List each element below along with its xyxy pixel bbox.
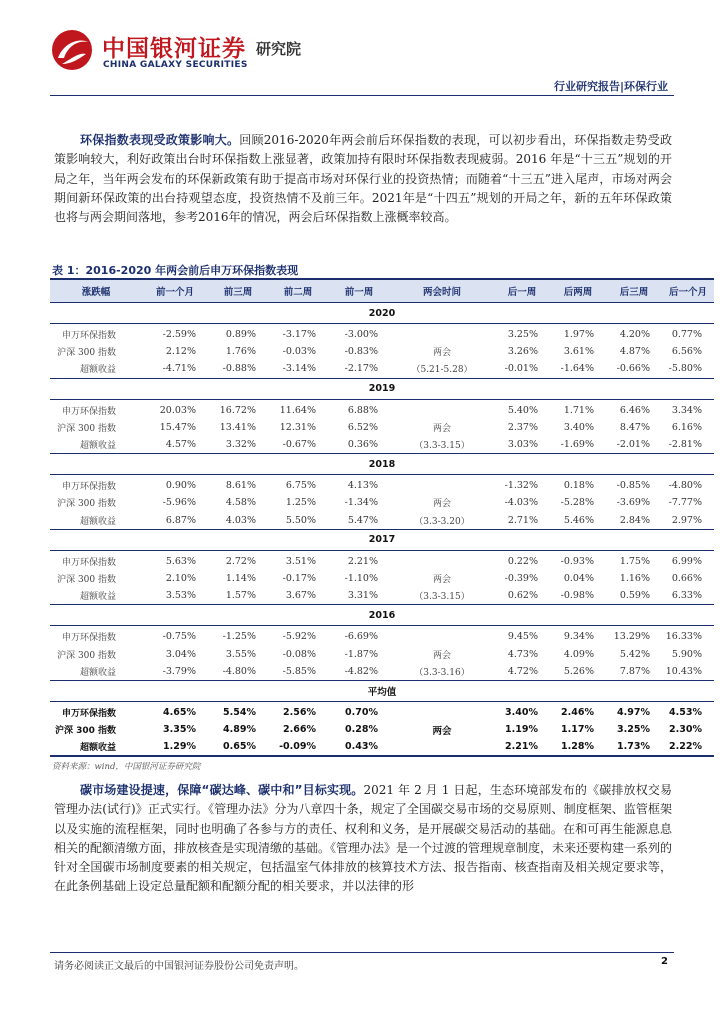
meeting-cell	[390, 626, 494, 646]
value-cell: 0.90%	[165, 480, 196, 492]
table-row	[50, 512, 714, 530]
value-cell: 3.04%	[165, 648, 196, 660]
value-cell: 0.28%	[345, 724, 378, 736]
value-cell: 2.22%	[662, 738, 714, 756]
value-cell: 6.33%	[671, 590, 702, 602]
value-cell: -5.96%	[162, 497, 196, 509]
value-cell: -4.80%	[668, 480, 702, 492]
row-label: 超额收益	[50, 738, 142, 756]
value-cell: 5.42%	[619, 648, 650, 660]
value-cell: 3.51%	[285, 555, 316, 567]
meeting-cell: 两会	[432, 423, 451, 434]
value-cell: 2.12%	[165, 346, 196, 358]
value-cell: -0.85%	[616, 480, 650, 492]
value-cell: 1.75%	[619, 555, 650, 567]
row-label: 申万环保指数	[61, 557, 116, 568]
value-cell: -2.01%	[616, 439, 650, 451]
value-cell: 3.40%	[563, 421, 594, 433]
value-cell: 2.46%	[561, 706, 594, 718]
meeting-cell: （3.3-3.20）	[414, 516, 470, 527]
value-cell: -4.71%	[162, 363, 196, 375]
value-cell: 15.47%	[159, 421, 196, 433]
table-row	[50, 419, 714, 436]
value-cell: -4.03%	[504, 497, 538, 509]
value-cell: 13.29%	[613, 631, 650, 643]
value-cell: 5.54%	[223, 706, 256, 718]
value-cell: 1.17%	[561, 724, 594, 736]
value-cell: 7.87%	[619, 665, 650, 677]
value-cell: -3.14%	[282, 363, 316, 375]
meeting-cell	[390, 701, 494, 721]
table-row	[50, 494, 714, 511]
value-cell: 0.70%	[345, 706, 378, 718]
galaxy-logo-icon	[50, 28, 94, 72]
year-row	[50, 454, 714, 475]
value-cell: 1.71%	[563, 404, 594, 416]
value-cell: -5.80%	[668, 363, 702, 375]
value-cell: 0.77%	[671, 329, 702, 341]
value-cell: 2.66%	[283, 724, 316, 736]
value-cell: 1.28%	[550, 738, 606, 756]
value-cell: 2.37%	[507, 421, 538, 433]
value-cell: 5.50%	[285, 514, 316, 526]
column-header: 前一个月	[142, 279, 208, 303]
page-header	[0, 0, 724, 100]
value-cell: 2.97%	[671, 514, 702, 526]
year-row	[50, 605, 714, 626]
value-cell: 16.72%	[219, 404, 256, 416]
value-cell: 3.35%	[163, 724, 196, 736]
value-cell: -0.83%	[344, 346, 378, 358]
value-cell: -3.17%	[282, 329, 316, 341]
meeting-cell: 两会	[432, 650, 451, 661]
value-cell: 0.43%	[328, 738, 390, 756]
column-header: 前三周	[208, 279, 268, 303]
value-cell: 8.61%	[225, 480, 256, 492]
value-cell: 13.41%	[219, 421, 256, 433]
value-cell: 0.66%	[671, 572, 702, 584]
value-cell: 5.90%	[671, 648, 702, 660]
value-cell: 0.89%	[225, 329, 256, 341]
column-header: 后一个月	[662, 279, 714, 303]
value-cell: 0.22%	[507, 555, 538, 567]
meeting-cell: 两会	[432, 725, 452, 737]
row-label: 沪深 300 指数	[57, 574, 116, 585]
value-cell: 3.25%	[507, 329, 538, 341]
table-row	[50, 721, 714, 738]
value-cell: 9.34%	[563, 631, 594, 643]
value-cell: -0.66%	[616, 363, 650, 375]
table-row	[50, 399, 714, 419]
value-cell: 4.53%	[669, 706, 702, 718]
value-cell: 3.31%	[347, 590, 378, 602]
column-header: 两会时间	[390, 279, 494, 303]
value-cell: 3.03%	[507, 439, 538, 451]
value-cell: 1.16%	[619, 572, 650, 584]
value-cell: -3.69%	[616, 497, 650, 509]
value-cell: 3.25%	[617, 724, 650, 736]
paragraph-body: 2021 年 2 月 1 日起，生态环境部发布的《碳排放权交易管理办法(试行)》正式实行。《管理办法》分为八章四十条，规定了全国碳交易市场的交易原则、制度框架、监管框架以及实施的流程框架，同时也明确了各参与方的责任、权利和义务，是开展碳交易活动的基础。在和可再生能源息息相关的配额清缴方面，排放核查是实现清缴的基础。《管理办法》是一个过渡的管理规章制度，未来还要构建一系列的针对全国碳市场制度要素的相关规定，包括温室气体排放的核算技术方法、报告指南、核查指南及相关规定要求等，在此条例基础上设定总量配额和配额分配的相关要求，并以法律的形	[54, 783, 673, 894]
table-row	[50, 663, 714, 681]
value-cell: 5.47%	[347, 514, 378, 526]
meeting-cell: 两会	[432, 499, 451, 510]
value-cell: 0.36%	[347, 439, 378, 451]
value-cell: 3.26%	[507, 346, 538, 358]
value-cell: 2.21%	[347, 555, 378, 567]
value-cell: 3.32%	[225, 439, 256, 451]
value-cell: -1.32%	[504, 480, 538, 492]
footer-disclaimer: 请务必阅读正文最后的中国银河证券股份公司免责声明。	[54, 961, 304, 972]
value-cell: 6.88%	[347, 404, 378, 416]
row-label: 申万环保指数	[61, 406, 116, 417]
row-label: 超额收益	[79, 516, 116, 527]
value-cell: 8.47%	[619, 421, 650, 433]
value-cell: 16.33%	[665, 631, 702, 643]
value-cell: -3.00%	[344, 329, 378, 341]
year-label: 2019	[50, 378, 714, 399]
value-cell: 1.14%	[225, 572, 256, 584]
column-header: 涨跌幅	[50, 279, 142, 303]
average-label: 平均值	[50, 680, 714, 701]
value-cell: 4.03%	[225, 514, 256, 526]
report-type: 行业研究报告|环保行业	[553, 80, 668, 93]
paragraph-body: 回顾2016-2020年两会前后环保指数的表现，可以初步看出，环保指数走势受政策影响较大，利好政策出台时环保指数上涨显著，政策加持有限时环保指数表现疲弱。2016 年是“十三五”规划的开局之年，当年两会发布的环保新政策有助于提高市场对环保行业的投资热情；而随着“十三五”进入尾声，市场对两会期间新环保政策的出台持观望态度，投资热情不及前三年。2021年是“十四五”规划的开局之年，新的五年环保政策也将与两会期间落地，参考2016年的情况，两会后环保指数上涨概率较高。	[54, 133, 672, 225]
value-cell: 6.75%	[285, 480, 316, 492]
value-cell: -0.98%	[560, 590, 594, 602]
header-divider	[50, 95, 674, 96]
value-cell: 9.45%	[507, 631, 538, 643]
value-cell: 2.72%	[225, 555, 256, 567]
value-cell: -2.59%	[162, 329, 196, 341]
value-cell: 6.56%	[671, 346, 702, 358]
value-cell: 3.40%	[505, 706, 538, 718]
value-cell: 4.87%	[619, 346, 650, 358]
value-cell: -1.69%	[560, 439, 594, 451]
table-row	[50, 645, 714, 662]
value-cell: 6.16%	[671, 421, 702, 433]
table-row	[50, 324, 714, 344]
value-cell: -5.85%	[282, 665, 316, 677]
meeting-cell: 两会	[432, 348, 451, 359]
row-label: 沪深 300 指数	[57, 650, 116, 661]
value-cell: -0.09%	[268, 738, 328, 756]
institute-name: 研究院	[256, 40, 302, 58]
value-cell: 5.26%	[563, 665, 594, 677]
value-cell: -4.80%	[222, 665, 256, 677]
table-row	[50, 701, 714, 721]
table-source: 资料来源：wind，中国银河证券研究院	[52, 762, 201, 772]
paragraph-lead: 碳市场建设提速，保障“碳达峰、碳中和”目标实现。	[80, 783, 364, 797]
value-cell: -0.93%	[560, 555, 594, 567]
column-header: 前二周	[268, 279, 328, 303]
value-cell: 20.03%	[159, 404, 196, 416]
value-cell: 6.87%	[165, 514, 196, 526]
meeting-cell: （3.3-3.15）	[414, 441, 470, 452]
value-cell: 4.13%	[347, 480, 378, 492]
value-cell: 1.76%	[225, 346, 256, 358]
value-cell: 2.30%	[669, 724, 702, 736]
value-cell: 3.53%	[165, 590, 196, 602]
value-cell: 2.10%	[165, 572, 196, 584]
value-cell: 0.65%	[208, 738, 268, 756]
value-cell: -6.69%	[344, 631, 378, 643]
value-cell: 0.59%	[619, 590, 650, 602]
value-cell: 3.61%	[563, 346, 594, 358]
value-cell: -0.67%	[282, 439, 316, 451]
value-cell: 5.46%	[563, 514, 594, 526]
value-cell: -5.92%	[282, 631, 316, 643]
value-cell: 2.71%	[507, 514, 538, 526]
table-row	[50, 587, 714, 605]
value-cell: 5.63%	[165, 555, 196, 567]
table-header-row	[50, 279, 714, 303]
value-cell: -4.82%	[344, 665, 378, 677]
meeting-cell	[390, 738, 494, 756]
year-row	[50, 378, 714, 399]
value-cell: -1.25%	[222, 631, 256, 643]
row-label: 超额收益	[79, 365, 116, 376]
value-cell: -1.10%	[344, 572, 378, 584]
value-cell: -0.01%	[504, 363, 538, 375]
value-cell: 0.62%	[507, 590, 538, 602]
value-cell: 4.20%	[619, 329, 650, 341]
meeting-cell: （5.21-5.28）	[411, 365, 473, 376]
value-cell: 4.89%	[223, 724, 256, 736]
meeting-cell: （3.3-3.15）	[414, 592, 470, 603]
row-label: 沪深 300 指数	[57, 423, 116, 434]
table-row	[50, 475, 714, 495]
value-cell: 1.19%	[505, 724, 538, 736]
value-cell: 4.57%	[165, 439, 196, 451]
table-row	[50, 343, 714, 360]
column-header: 前一周	[328, 279, 390, 303]
value-cell: -0.88%	[222, 363, 256, 375]
value-cell: 10.43%	[665, 665, 702, 677]
value-cell: 4.72%	[507, 665, 538, 677]
year-label: 2018	[50, 454, 714, 475]
row-label: 沪深 300 指数	[57, 348, 116, 359]
year-label: 2020	[50, 303, 714, 324]
value-cell: -2.17%	[344, 363, 378, 375]
year-row	[50, 529, 714, 550]
value-cell: 3.55%	[225, 648, 256, 660]
year-label: 2017	[50, 529, 714, 550]
value-cell: 3.67%	[285, 590, 316, 602]
value-cell: 1.73%	[606, 738, 662, 756]
value-cell: 0.04%	[563, 572, 594, 584]
meeting-cell	[390, 550, 494, 570]
row-label: 申万环保指数	[61, 633, 116, 644]
table-row	[50, 436, 714, 454]
value-cell: 6.99%	[671, 555, 702, 567]
value-cell: -1.87%	[344, 648, 378, 660]
value-cell: -0.17%	[282, 572, 316, 584]
row-label: 申万环保指数	[61, 708, 116, 719]
value-cell: 0.18%	[563, 480, 594, 492]
year-label: 2016	[50, 605, 714, 626]
value-cell: -5.28%	[560, 497, 594, 509]
value-cell: 1.57%	[225, 590, 256, 602]
row-label: 申万环保指数	[61, 482, 116, 493]
value-cell: -3.79%	[162, 665, 196, 677]
row-label: 超额收益	[79, 441, 116, 452]
value-cell: 6.46%	[619, 404, 650, 416]
value-cell: 2.21%	[494, 738, 550, 756]
value-cell: 2.84%	[619, 514, 650, 526]
value-cell: 5.40%	[507, 404, 538, 416]
value-cell: 4.65%	[163, 706, 196, 718]
column-header: 后一周	[494, 279, 550, 303]
brand-name-cn: 中国银河证券	[102, 36, 246, 62]
value-cell: 4.09%	[563, 648, 594, 660]
meeting-cell	[390, 475, 494, 495]
value-cell: -1.34%	[344, 497, 378, 509]
value-cell: 3.34%	[671, 404, 702, 416]
value-cell: 1.25%	[285, 497, 316, 509]
footer-divider	[50, 952, 674, 953]
meeting-cell	[390, 324, 494, 344]
value-cell: -0.03%	[282, 346, 316, 358]
value-cell: 4.58%	[225, 497, 256, 509]
year-row	[50, 303, 714, 324]
meeting-cell	[390, 399, 494, 419]
value-cell: 4.73%	[507, 648, 538, 660]
row-label: 超额收益	[79, 592, 116, 603]
value-cell: 11.64%	[279, 404, 316, 416]
paragraph-policy-impact	[54, 131, 672, 227]
table-row	[50, 738, 714, 756]
column-header: 后三周	[606, 279, 662, 303]
table-row	[50, 570, 714, 587]
row-label: 申万环保指数	[61, 331, 116, 342]
column-header: 后两周	[550, 279, 606, 303]
paragraph-lead: 环保指数表现受政策影响大。	[80, 133, 240, 147]
meeting-cell: （3.3-3.16）	[414, 667, 470, 678]
value-cell: -0.39%	[504, 572, 538, 584]
value-cell: -0.08%	[282, 648, 316, 660]
value-cell: -2.81%	[668, 439, 702, 451]
value-cell: -0.75%	[162, 631, 196, 643]
value-cell: 1.29%	[142, 738, 208, 756]
paragraph-carbon-market	[54, 781, 672, 897]
index-performance-table	[50, 278, 707, 757]
value-cell: -7.77%	[668, 497, 702, 509]
brand-name-en: CHINA GALAXY SECURITIES	[103, 60, 248, 70]
value-cell: 2.56%	[283, 706, 316, 718]
value-cell: -1.64%	[560, 363, 594, 375]
row-label: 超额收益	[79, 667, 116, 678]
value-cell: 4.97%	[617, 706, 650, 718]
table-title: 表 1：2016-2020 年两会前后申万环保指数表现	[52, 264, 299, 277]
table-row	[50, 360, 714, 378]
page-number: 2	[661, 956, 668, 967]
table-row	[50, 550, 714, 570]
meeting-cell: 两会	[432, 574, 451, 585]
row-label: 沪深 300 指数	[54, 726, 116, 737]
value-cell: 1.97%	[563, 329, 594, 341]
table-row	[50, 626, 714, 646]
average-header-row	[50, 680, 714, 701]
row-label: 沪深 300 指数	[57, 499, 116, 510]
value-cell: 12.31%	[279, 421, 316, 433]
value-cell: 6.52%	[347, 421, 378, 433]
